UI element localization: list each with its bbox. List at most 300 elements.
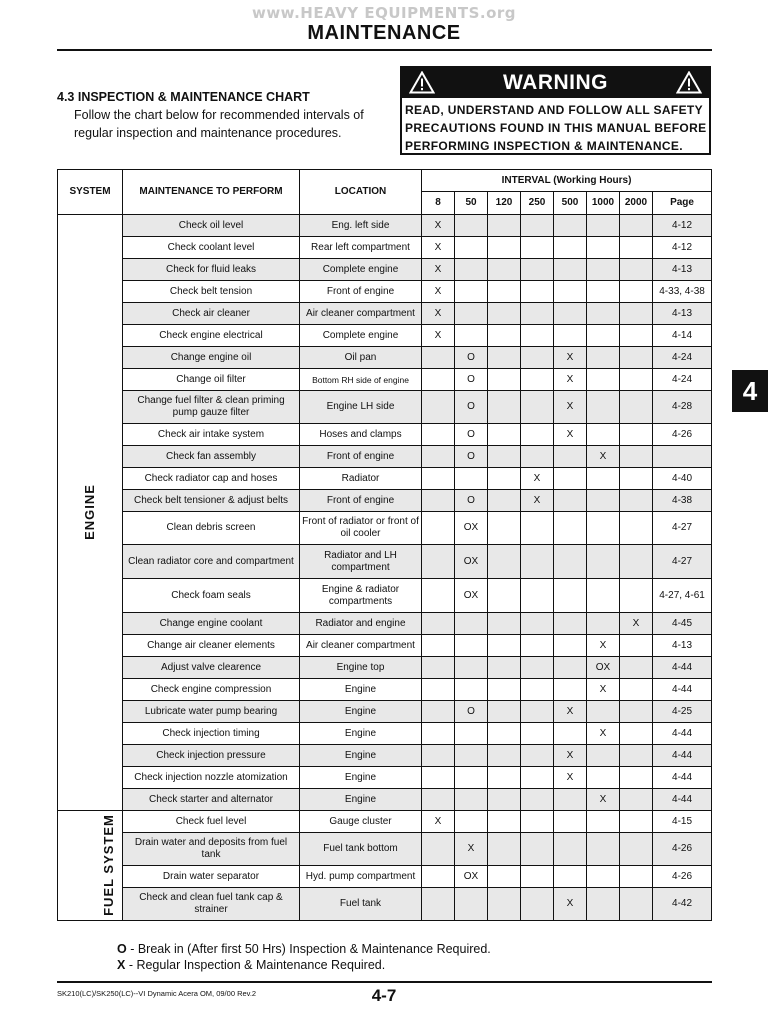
table-row [58,424,712,446]
interval-mark [587,811,620,833]
warning-triangle-icon [676,71,702,94]
interval-mark [554,635,587,657]
interval-mark [587,512,620,545]
interval-mark [620,347,653,369]
table-row [58,468,712,490]
interval-mark [620,391,653,424]
task-cell: Check engine compression [123,679,300,701]
interval-mark [488,866,521,888]
interval-mark [488,579,521,613]
interval-mark [455,723,488,745]
interval-mark [488,745,521,767]
table-row [58,866,712,888]
page-ref-cell: 4-44 [653,745,712,767]
table-row [58,303,712,325]
interval-mark: X [587,723,620,745]
interval-mark: O [455,391,488,424]
interval-mark [620,446,653,468]
interval-mark [587,303,620,325]
interval-mark [554,833,587,866]
task-cell: Change fuel filter & clean priming pump gauze filter [123,391,300,424]
interval-mark [554,657,587,679]
location-cell: Radiator and LH compartment [300,545,422,579]
interval-mark [587,701,620,723]
interval-mark: X [620,613,653,635]
location-cell: Engine & radiator compartments [300,579,422,613]
warning-line: PRECAUTIONS FOUND IN THIS MANUAL BEFORE [405,121,707,135]
interval-mark [422,613,455,635]
interval-mark: X [422,281,455,303]
interval-mark [521,237,554,259]
location-cell: Air cleaner compartment [300,303,422,325]
interval-mark [587,767,620,789]
chart-body [58,215,712,921]
table-row [58,281,712,303]
interval-mark [521,723,554,745]
interval-mark: X [554,424,587,446]
interval-mark [422,446,455,468]
interval-mark [488,369,521,391]
interval-mark [587,237,620,259]
task-cell: Check engine electrical [123,325,300,347]
interval-mark [455,468,488,490]
interval-mark: O [455,347,488,369]
interval-mark: OX [455,512,488,545]
header-hours: 8 [422,192,455,215]
task-cell: Check injection timing [123,723,300,745]
task-cell: Check and clean fuel tank cap & strainer [123,888,300,921]
page-ref-cell: 4-40 [653,468,712,490]
header-hours: 120 [488,192,521,215]
interval-mark [488,613,521,635]
chapter-tab: 4 [732,370,768,412]
page-ref-cell: 4-13 [653,635,712,657]
interval-mark [587,490,620,512]
interval-mark: O [455,446,488,468]
interval-mark [455,613,488,635]
location-cell: Gauge cluster [300,811,422,833]
table-row [58,579,712,613]
interval-mark [620,723,653,745]
location-cell: Engine [300,701,422,723]
interval-mark [620,657,653,679]
page-ref-cell: 4-24 [653,347,712,369]
header-hours: 1000 [587,192,620,215]
interval-mark [422,369,455,391]
table-row [58,545,712,579]
interval-mark [488,679,521,701]
table-row [58,512,712,545]
page-ref-cell: 4-38 [653,490,712,512]
interval-mark: X [422,237,455,259]
interval-mark [422,789,455,811]
interval-mark [521,446,554,468]
task-cell: Check air cleaner [123,303,300,325]
interval-mark: X [554,767,587,789]
interval-mark [521,512,554,545]
interval-mark [521,635,554,657]
interval-mark [455,811,488,833]
interval-mark: X [554,391,587,424]
interval-mark [422,391,455,424]
section-intro: Follow the chart below for recommended intervals of regular inspection and maintenance procedures. [74,108,364,140]
page-ref-cell: 4-27 [653,545,712,579]
interval-mark [587,347,620,369]
interval-mark [521,613,554,635]
interval-mark [488,789,521,811]
interval-mark [455,281,488,303]
interval-mark [488,635,521,657]
interval-mark [488,512,521,545]
interval-mark: X [554,701,587,723]
location-cell: Engine [300,745,422,767]
interval-mark [554,811,587,833]
interval-mark [422,545,455,579]
legend-symbol: O [117,942,127,956]
header-hours: 250 [521,192,554,215]
interval-mark [554,259,587,281]
page-ref-cell: 4-26 [653,833,712,866]
interval-mark [521,811,554,833]
location-cell: Front of engine [300,446,422,468]
interval-mark [620,635,653,657]
page-ref-cell: 4-44 [653,789,712,811]
interval-mark: X [422,259,455,281]
page-ref-cell: 4-13 [653,303,712,325]
interval-mark: O [455,369,488,391]
task-cell: Change air cleaner elements [123,635,300,657]
interval-mark [620,888,653,921]
interval-mark [521,325,554,347]
page-ref-cell: 4-26 [653,866,712,888]
interval-mark: X [521,490,554,512]
interval-mark: X [521,468,554,490]
page-ref-cell: 4-27, 4-61 [653,579,712,613]
warning-header [402,68,709,98]
interval-mark [488,391,521,424]
page-ref-cell: 4-13 [653,259,712,281]
table-row [58,369,712,391]
interval-mark [620,259,653,281]
interval-mark [554,446,587,468]
interval-mark [455,767,488,789]
interval-mark: O [455,424,488,446]
interval-mark [422,468,455,490]
table-row [58,789,712,811]
interval-mark [488,347,521,369]
interval-mark: X [554,369,587,391]
warning-line: READ, UNDERSTAND AND FOLLOW ALL SAFETY [405,103,703,117]
system-group-cell [58,215,123,811]
interval-mark [554,613,587,635]
task-cell: Check fuel level [123,811,300,833]
table-row [58,833,712,866]
header-hours: 500 [554,192,587,215]
interval-mark [422,490,455,512]
interval-mark: O [455,490,488,512]
interval-mark [422,723,455,745]
location-cell: Fuel tank bottom [300,833,422,866]
task-cell: Check starter and alternator [123,789,300,811]
page-ref-cell: 4-25 [653,701,712,723]
page-ref-cell: 4-26 [653,424,712,446]
interval-mark: X [587,635,620,657]
interval-mark [422,833,455,866]
maintenance-chart [57,169,712,921]
interval-mark [587,745,620,767]
interval-mark [620,789,653,811]
interval-mark [587,325,620,347]
interval-mark: OX [455,579,488,613]
interval-mark [521,391,554,424]
interval-mark [422,888,455,921]
page-ref-cell: 4-12 [653,237,712,259]
interval-mark [488,303,521,325]
task-cell: Check injection nozzle atomization [123,767,300,789]
interval-mark [554,789,587,811]
interval-mark: X [554,745,587,767]
task-cell: Clean debris screen [123,512,300,545]
interval-mark [488,215,521,237]
interval-mark [554,579,587,613]
interval-mark [521,701,554,723]
interval-mark [455,745,488,767]
page-ref-cell: 4-14 [653,325,712,347]
header-system: SYSTEM [58,170,123,215]
interval-mark [488,723,521,745]
interval-mark [422,866,455,888]
interval-mark [587,259,620,281]
interval-mark [620,767,653,789]
interval-mark [620,281,653,303]
interval-mark [521,579,554,613]
table-row [58,811,712,833]
interval-mark [521,281,554,303]
interval-mark [422,347,455,369]
task-cell: Lubricate water pump bearing [123,701,300,723]
location-cell: Complete engine [300,259,422,281]
page-ref-cell [653,446,712,468]
interval-mark [521,259,554,281]
system-group-cell [58,811,123,921]
interval-mark [422,701,455,723]
interval-mark [587,613,620,635]
interval-mark [521,215,554,237]
interval-mark [488,468,521,490]
task-cell: Check oil level [123,215,300,237]
location-cell: Engine top [300,657,422,679]
interval-mark [554,723,587,745]
interval-mark [620,701,653,723]
interval-mark [587,545,620,579]
table-row [58,657,712,679]
interval-mark: X [587,679,620,701]
interval-mark [488,701,521,723]
interval-mark: X [554,347,587,369]
page-ref-cell: 4-33, 4-38 [653,281,712,303]
interval-mark [554,215,587,237]
location-cell: Engine LH side [300,391,422,424]
interval-mark [521,424,554,446]
watermark: www.HEAVY EQUIPMENTS.org [251,4,517,22]
table-row [58,490,712,512]
legend-symbol: X [117,958,126,972]
table-row [58,613,712,635]
interval-mark: O [455,701,488,723]
interval-mark [587,579,620,613]
interval-mark [554,866,587,888]
page-ref-cell: 4-28 [653,391,712,424]
page-ref-cell: 4-15 [653,811,712,833]
interval-mark [455,303,488,325]
task-cell: Check foam seals [123,579,300,613]
interval-mark [422,424,455,446]
interval-mark [521,347,554,369]
table-row [58,679,712,701]
task-cell: Change engine oil [123,347,300,369]
interval-mark [620,545,653,579]
interval-mark [521,679,554,701]
footer-divider [57,981,712,983]
table-row [58,745,712,767]
page-ref-cell: 4-27 [653,512,712,545]
header-maintenance: MAINTENANCE TO PERFORM [123,170,300,215]
interval-mark [521,745,554,767]
interval-mark: X [422,303,455,325]
interval-mark [455,237,488,259]
interval-mark [455,657,488,679]
interval-mark [620,833,653,866]
page-ref-cell: 4-24 [653,369,712,391]
location-cell: Engine [300,723,422,745]
warning-text [402,98,709,155]
page-ref-cell: 4-44 [653,657,712,679]
interval-mark [521,657,554,679]
interval-mark [521,545,554,579]
interval-mark [620,811,653,833]
interval-mark [554,325,587,347]
table-row [58,446,712,468]
system-label: FUEL SYSTEM [100,813,116,916]
header-interval: INTERVAL (Working Hours) [422,170,712,192]
interval-mark [620,369,653,391]
interval-mark: X [422,811,455,833]
interval-mark [488,446,521,468]
task-cell: Check belt tensioner & adjust belts [123,490,300,512]
interval-mark [620,215,653,237]
interval-mark [587,833,620,866]
interval-mark: OX [455,866,488,888]
interval-mark [554,679,587,701]
task-cell: Check coolant level [123,237,300,259]
legend-text: - Break in (After first 50 Hrs) Inspection & Maintenance Required. [126,942,491,956]
interval-mark [488,888,521,921]
table-row [58,767,712,789]
interval-mark [587,281,620,303]
location-cell: Air cleaner compartment [300,635,422,657]
location-cell: Front of radiator or front of oil cooler [300,512,422,545]
interval-mark [488,811,521,833]
task-cell: Change engine coolant [123,613,300,635]
interval-mark [488,657,521,679]
interval-mark [422,745,455,767]
task-cell: Check radiator cap and hoses [123,468,300,490]
task-cell: Check for fluid leaks [123,259,300,281]
location-cell: Radiator [300,468,422,490]
table-row [58,635,712,657]
interval-mark: X [587,789,620,811]
interval-mark [488,237,521,259]
location-cell: Front of engine [300,281,422,303]
legend-regular [117,957,491,973]
interval-mark [422,767,455,789]
interval-mark [422,657,455,679]
interval-mark [620,237,653,259]
system-label: ENGINE [82,483,97,540]
interval-mark [422,635,455,657]
header-location: LOCATION [300,170,422,215]
header-page: Page [653,192,712,215]
legend-text: - Regular Inspection & Maintenance Required. [125,958,386,972]
warning-title: WARNING [503,71,608,94]
interval-mark [488,833,521,866]
page-ref-cell: 4-44 [653,679,712,701]
interval-mark [554,237,587,259]
location-cell: Engine [300,789,422,811]
interval-mark [587,866,620,888]
page-ref-cell: 4-42 [653,888,712,921]
interval-mark [587,424,620,446]
interval-mark [521,888,554,921]
task-cell: Check injection pressure [123,745,300,767]
interval-mark [422,579,455,613]
legend [117,941,491,973]
interval-mark [554,512,587,545]
interval-mark [587,369,620,391]
table-row [58,888,712,921]
interval-mark [587,391,620,424]
location-cell: Rear left compartment [300,237,422,259]
task-cell: Adjust valve clearence [123,657,300,679]
interval-mark [455,215,488,237]
table-row [58,237,712,259]
interval-mark [554,303,587,325]
interval-mark [521,866,554,888]
title-divider [57,49,712,51]
location-cell: Engine [300,767,422,789]
interval-mark [488,767,521,789]
interval-mark [455,789,488,811]
header-hours: 2000 [620,192,653,215]
warning-box [400,66,711,155]
interval-mark [620,303,653,325]
table-row [58,723,712,745]
location-cell: Eng. left side [300,215,422,237]
interval-mark [521,303,554,325]
header-hours: 50 [455,192,488,215]
interval-mark [521,789,554,811]
interval-mark: X [587,446,620,468]
interval-mark: OX [587,657,620,679]
location-cell: Front of engine [300,490,422,512]
interval-mark [554,281,587,303]
task-cell: Change oil filter [123,369,300,391]
page-ref-cell: 4-45 [653,613,712,635]
page-title: MAINTENANCE [307,22,461,44]
interval-mark [620,468,653,490]
interval-mark [422,512,455,545]
interval-mark [587,468,620,490]
